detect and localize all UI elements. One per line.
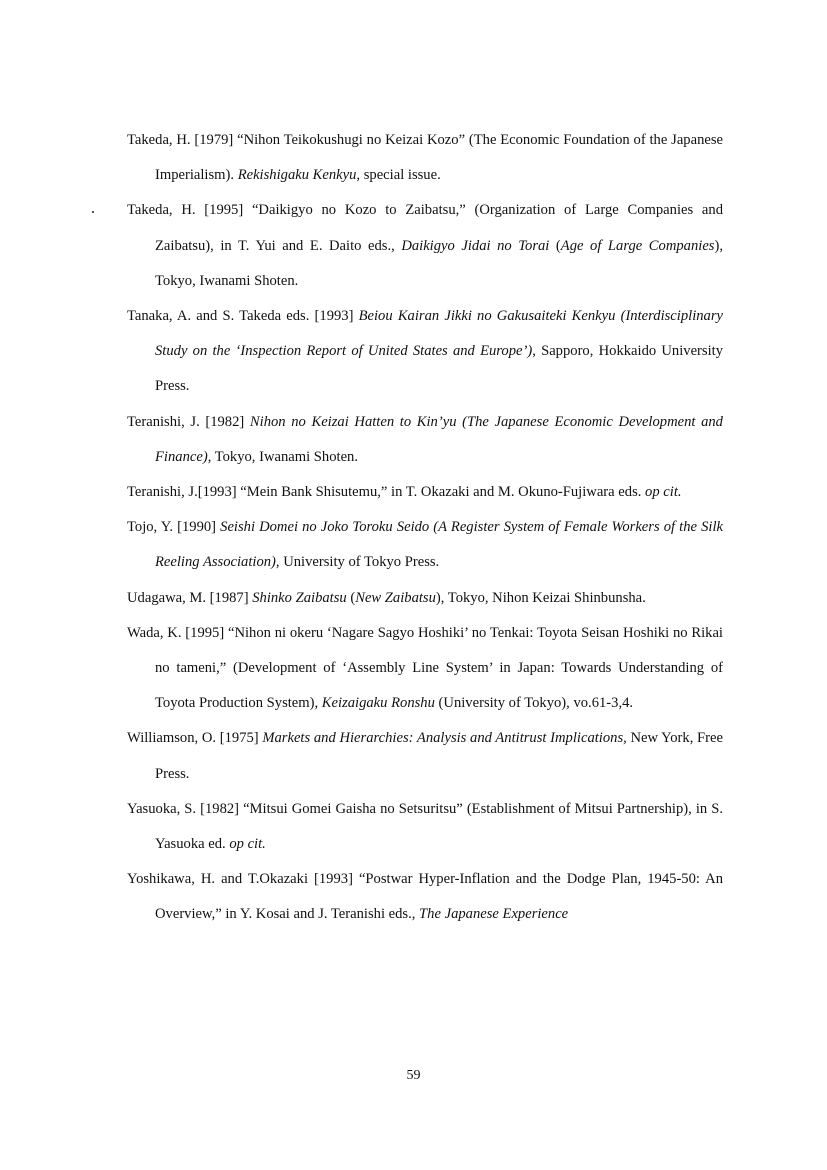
reference-text: ), Tokyo, Iwanami Shoten. <box>155 237 723 289</box>
reference-entry <box>127 405 723 475</box>
reference-text: Takeda, H. [1995] “Daikigyo no Kozo to Zaibatsu,” (Organization of Large Companies and Zaibatsu), in T. Yui and E. Daito eds., <box>127 202 723 254</box>
reference-title-italic: The Japanese Experience <box>419 906 569 923</box>
reference-text: Yasuoka, S. [1982] “Mitsui Gomei Gaisha no Setsuritsu” (Establishment of Mitsui Partnership), in S. Yasuoka ed. <box>127 800 723 853</box>
reference-text: Tanaka, A. and S. Takeda eds. [1993] <box>127 308 359 325</box>
reference-title-italic: New Zaibatsu <box>355 589 436 606</box>
reference-text: , Sapporo, Hokkaido University Press. <box>155 343 723 395</box>
reference-entry <box>127 123 723 193</box>
reference-entry <box>127 862 723 932</box>
reference-entry <box>127 193 723 299</box>
reference-title-italic: op cit. <box>645 484 682 501</box>
reference-text: , Tokyo, Iwanami Shoten. <box>207 448 358 465</box>
reference-title-italic: op cit. <box>229 836 266 853</box>
reference-entry <box>127 299 723 405</box>
reference-text: ( <box>549 237 561 254</box>
reference-title-italic: Rekishigaku Kenkyu, <box>237 167 361 184</box>
reference-text: Teranishi, J. [1982] <box>127 413 250 430</box>
reference-text: New York, Free Press. <box>155 730 723 782</box>
reference-entry <box>127 475 723 510</box>
reference-title-italic: Keizaigaku Ronshu <box>321 695 435 712</box>
reference-entry <box>127 581 723 616</box>
reference-text: Udagawa, M. [1987] <box>127 589 253 606</box>
reference-entry <box>127 510 723 580</box>
reference-text: special issue. <box>360 167 441 184</box>
reference-text: Wada, K. [1995] “Nihon ni okeru ‘Nagare Sagyo Hoshiki’ no Tenkai: Toyota Seisan Hoshiki no Rikai no tameni,” (Development of ‘Assembly Line System’ in Japan: Towards Understanding of Toyota Production System), <box>127 624 723 712</box>
reference-text: Yoshikawa, H. and T.Okazaki [1993] “Postwar Hyper-Inflation and the Dodge Plan, 1945-50: An Overview,” in Y. Kosai and J. Teranishi eds., <box>127 871 723 923</box>
reference-text: Teranishi, J.[1993] “Mein Bank Shisutemu,” in T. Okazaki and M. Okuno-Fujiwara eds. <box>127 484 646 501</box>
page-number: 59 <box>406 1068 421 1083</box>
reference-entry <box>127 616 723 722</box>
reference-entry <box>127 792 723 862</box>
reference-title-italic: Shinko Zaibatsu <box>252 589 347 606</box>
reference-text: , University of Tokyo Press. <box>275 554 440 571</box>
reference-text: (University of Tokyo), vo.61-3,4. <box>434 695 634 712</box>
reference-title-italic: Daikigyo Jidai no Torai <box>401 237 550 254</box>
reference-title-italic: Nihon no Keizai Hatten to Kin’yu (The Japanese Economic Development and Finance) <box>155 413 723 465</box>
reference-text: Takeda, H. [1979] “Nihon Teikokushugi no Keizai Kozo” (The Economic Foundation of the Japanese Imperialism). <box>127 132 723 184</box>
reference-text: Tojo, Y. [1990] <box>127 519 221 536</box>
reference-entry <box>127 721 723 791</box>
reference-title-italic: Seishi Domei no Joko Toroku Seido (A Register System of Female Workers of the Silk Reeling Association) <box>155 519 723 571</box>
scan-speck <box>92 211 94 213</box>
reference-title-italic: Markets and Hierarchies: Analysis and Antitrust Implications, <box>262 730 627 747</box>
reference-text: ( <box>346 589 356 606</box>
reference-list <box>127 123 723 933</box>
reference-text: ), Tokyo, Nihon Keizai Shinbunsha. <box>435 589 646 606</box>
reference-title-italic: Age of Large Companies <box>560 237 715 254</box>
reference-text: Williamson, O. [1975] <box>127 730 263 747</box>
reference-title-italic: Beiou Kairan Jikki no Gakusaiteki Kenkyu (Interdisciplinary Study on the ‘Inspection Report of United States and Europe’) <box>155 308 723 360</box>
